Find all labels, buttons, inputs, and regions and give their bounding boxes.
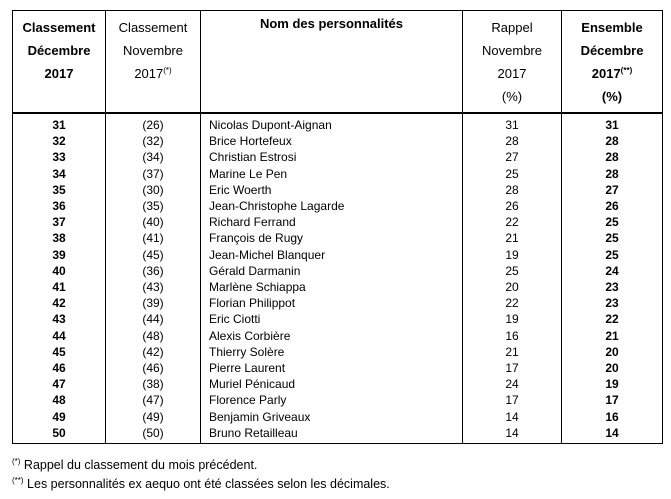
total-cell: 21 (562, 328, 663, 344)
rank-cell: 42 (13, 295, 106, 311)
rank-cell: 33 (13, 149, 106, 165)
footnotes (12, 456, 390, 494)
rank-cell: 44 (13, 328, 106, 344)
recall-cell: 19 (463, 247, 562, 263)
rank-cell: 36 (13, 198, 106, 214)
recall-cell: 21 (463, 230, 562, 246)
recall-cell: 14 (463, 409, 562, 425)
footnote-2: (**) Les personnalités ex aequo ont été classées selon les décimales. (12, 476, 390, 491)
name-cell: Florian Philippot (201, 295, 463, 311)
table-row (13, 263, 663, 279)
rank-cell: 31 (13, 113, 106, 133)
rank-cell: 50 (13, 425, 106, 444)
previous-rank-cell: (46) (106, 360, 201, 376)
total-cell: 27 (562, 182, 663, 198)
previous-rank-cell: (39) (106, 295, 201, 311)
rank-cell: 38 (13, 230, 106, 246)
table-row (13, 328, 663, 344)
total-cell: 22 (562, 311, 663, 327)
name-cell: Christian Estrosi (201, 149, 463, 165)
previous-rank-cell: (26) (106, 113, 201, 133)
previous-rank-cell: (30) (106, 182, 201, 198)
name-cell: Jean-Michel Blanquer (201, 247, 463, 263)
header-recall-november: Rappel Novembre 2017 (%) (463, 11, 562, 114)
rank-cell: 40 (13, 263, 106, 279)
previous-rank-cell: (43) (106, 279, 201, 295)
table-row (13, 360, 663, 376)
rank-cell: 35 (13, 182, 106, 198)
total-cell: 28 (562, 149, 663, 165)
previous-rank-cell: (50) (106, 425, 201, 444)
header-name: Nom des personnalités (201, 11, 463, 114)
total-cell: 26 (562, 198, 663, 214)
rank-cell: 49 (13, 409, 106, 425)
footnote-mark: (**) (620, 66, 633, 75)
table-row (13, 166, 663, 182)
rank-cell: 37 (13, 214, 106, 230)
name-cell: Jean-Christophe Lagarde (201, 198, 463, 214)
table-row (13, 214, 663, 230)
name-cell: Florence Parly (201, 392, 463, 408)
previous-rank-cell: (47) (106, 392, 201, 408)
name-cell: Marine Le Pen (201, 166, 463, 182)
name-cell: François de Rugy (201, 230, 463, 246)
rank-cell: 48 (13, 392, 106, 408)
previous-rank-cell: (32) (106, 133, 201, 149)
rank-cell: 41 (13, 279, 106, 295)
name-cell: Gérald Darmanin (201, 263, 463, 279)
previous-rank-cell: (41) (106, 230, 201, 246)
total-cell: 24 (562, 263, 663, 279)
total-cell: 20 (562, 360, 663, 376)
recall-cell: 31 (463, 113, 562, 133)
table-row (13, 392, 663, 408)
footnote-mark: (*) (163, 66, 172, 75)
total-cell: 20 (562, 344, 663, 360)
recall-cell: 28 (463, 182, 562, 198)
rank-cell: 45 (13, 344, 106, 360)
table-row (13, 425, 663, 444)
name-cell: Pierre Laurent (201, 360, 463, 376)
rank-cell: 39 (13, 247, 106, 263)
name-cell: Richard Ferrand (201, 214, 463, 230)
ranking-table (12, 10, 663, 444)
table-row (13, 295, 663, 311)
previous-rank-cell: (38) (106, 376, 201, 392)
recall-cell: 25 (463, 263, 562, 279)
total-cell: 14 (562, 425, 663, 444)
previous-rank-cell: (34) (106, 149, 201, 165)
recall-cell: 22 (463, 295, 562, 311)
recall-cell: 21 (463, 344, 562, 360)
recall-cell: 20 (463, 279, 562, 295)
recall-cell: 19 (463, 311, 562, 327)
rank-cell: 47 (13, 376, 106, 392)
recall-cell: 17 (463, 360, 562, 376)
total-cell: 16 (562, 409, 663, 425)
table-row (13, 376, 663, 392)
table-header-row (13, 11, 663, 114)
name-cell: Nicolas Dupont-Aignan (201, 113, 463, 133)
table-row (13, 409, 663, 425)
name-cell: Thierry Solère (201, 344, 463, 360)
total-cell: 25 (562, 247, 663, 263)
previous-rank-cell: (42) (106, 344, 201, 360)
header-total-december: Ensemble Décembre 2017(**) (%) (562, 11, 663, 114)
table-row (13, 113, 663, 133)
previous-rank-cell: (35) (106, 198, 201, 214)
recall-cell: 26 (463, 198, 562, 214)
rank-cell: 46 (13, 360, 106, 376)
name-cell: Muriel Pénicaud (201, 376, 463, 392)
name-cell: Alexis Corbière (201, 328, 463, 344)
table-row (13, 133, 663, 149)
name-cell: Marlène Schiappa (201, 279, 463, 295)
total-cell: 23 (562, 279, 663, 295)
recall-cell: 16 (463, 328, 562, 344)
table-row (13, 311, 663, 327)
footnote-1: (*) Rappel du classement du mois précédent. (12, 457, 258, 472)
total-cell: 17 (562, 392, 663, 408)
table-row (13, 198, 663, 214)
table-row (13, 247, 663, 263)
ranking-table-container (12, 10, 662, 444)
recall-cell: 27 (463, 149, 562, 165)
table-row (13, 149, 663, 165)
rank-cell: 43 (13, 311, 106, 327)
table-row (13, 230, 663, 246)
recall-cell: 14 (463, 425, 562, 444)
table-row (13, 279, 663, 295)
name-cell: Brice Hortefeux (201, 133, 463, 149)
rank-cell: 34 (13, 166, 106, 182)
recall-cell: 17 (463, 392, 562, 408)
name-cell: Eric Woerth (201, 182, 463, 198)
total-cell: 25 (562, 230, 663, 246)
name-cell: Bruno Retailleau (201, 425, 463, 444)
recall-cell: 28 (463, 133, 562, 149)
rank-cell: 32 (13, 133, 106, 149)
total-cell: 31 (562, 113, 663, 133)
total-cell: 19 (562, 376, 663, 392)
previous-rank-cell: (40) (106, 214, 201, 230)
previous-rank-cell: (49) (106, 409, 201, 425)
header-rank-november: Classement Novembre 2017(*) (106, 11, 201, 114)
table-row (13, 182, 663, 198)
previous-rank-cell: (36) (106, 263, 201, 279)
total-cell: 25 (562, 214, 663, 230)
name-cell: Benjamin Griveaux (201, 409, 463, 425)
header-rank-december: Classement Décembre 2017 (13, 11, 106, 114)
previous-rank-cell: (37) (106, 166, 201, 182)
previous-rank-cell: (44) (106, 311, 201, 327)
recall-cell: 25 (463, 166, 562, 182)
previous-rank-cell: (45) (106, 247, 201, 263)
recall-cell: 24 (463, 376, 562, 392)
total-cell: 28 (562, 133, 663, 149)
recall-cell: 22 (463, 214, 562, 230)
name-cell: Eric Ciotti (201, 311, 463, 327)
total-cell: 23 (562, 295, 663, 311)
total-cell: 28 (562, 166, 663, 182)
previous-rank-cell: (48) (106, 328, 201, 344)
table-row (13, 344, 663, 360)
